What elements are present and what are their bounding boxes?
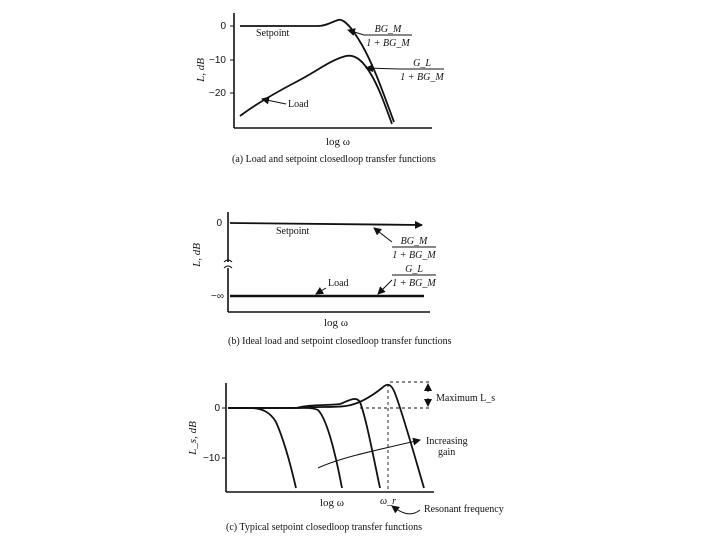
panel-a-load-tf-den: 1 + BG_M bbox=[400, 72, 444, 83]
panel-a-load-tf-num: G_L bbox=[413, 58, 431, 69]
panel-b-setpoint-line bbox=[230, 223, 422, 225]
panel-a-load-tf-arrow bbox=[366, 68, 400, 69]
panel-a-tick-minus10: −10 bbox=[209, 55, 226, 66]
panel-c-omega-r-label: ω_r bbox=[380, 496, 396, 507]
panel-a-load-curve bbox=[240, 56, 392, 124]
panel-b-tick-minus-inf: −∞ bbox=[211, 291, 224, 302]
panel-b-load-tf bbox=[392, 264, 436, 289]
panel-a-tick-0: 0 bbox=[220, 21, 226, 32]
panel-b-y-label: L, dB bbox=[191, 243, 203, 267]
panel-a-y-label: L, dB bbox=[195, 58, 207, 82]
panel-a-setpoint-tf-den: 1 + BG_M bbox=[366, 38, 410, 49]
panel-c-tick-minus10: −10 bbox=[203, 453, 220, 464]
panel-c-increasing-label: Increasing bbox=[426, 436, 468, 447]
panel-b-x-label: log ω bbox=[323, 317, 349, 329]
panel-b-load-tf-num: G_L bbox=[405, 264, 423, 275]
panel-a-tick-minus20: −20 bbox=[209, 88, 226, 99]
panel-c-curve-1 bbox=[228, 408, 296, 488]
panel-b-setpoint-tf-den: 1 + BG_M bbox=[392, 250, 436, 261]
panel-b-setpoint-tf bbox=[392, 236, 436, 261]
panel-b-setpoint-label: Setpoint bbox=[276, 226, 310, 237]
panel-a-setpoint-tf bbox=[364, 24, 412, 49]
panel-b-tick-0: 0 bbox=[216, 218, 222, 229]
panel-c-y-label: L_s, dB bbox=[187, 421, 199, 455]
panel-c-gain-label: gain bbox=[438, 447, 456, 458]
panel-b-setpoint-tf-num: BG_M bbox=[400, 236, 428, 247]
panel-a bbox=[195, 13, 444, 165]
panel-c-tick-0: 0 bbox=[214, 403, 220, 414]
panel-a-setpoint-label: Setpoint bbox=[256, 28, 290, 39]
panel-a-load-tf bbox=[400, 58, 444, 83]
panel-c-max-label: Maximum L_s bbox=[436, 393, 496, 404]
panel-a-caption: (a) Load and setpoint closedloop transfer functions bbox=[232, 154, 436, 165]
panel-a-x-label: log ω bbox=[325, 136, 351, 148]
panel-c-resonant-arrow bbox=[392, 506, 420, 514]
panel-c-resonant-label: Resonant frequency bbox=[424, 504, 504, 515]
panel-c-curve-3 bbox=[228, 399, 380, 488]
panel-b-load-label: Load bbox=[328, 278, 349, 289]
panel-a-load-label: Load bbox=[288, 99, 309, 110]
panel-b-caption: (b) Ideal load and setpoint closedloop transfer functions bbox=[228, 336, 452, 347]
panel-c-caption: (c) Typical setpoint closedloop transfer functions bbox=[226, 522, 423, 533]
panel-b-setpoint-tf-arrow bbox=[374, 228, 392, 242]
panel-b-load-tf-arrow bbox=[378, 280, 392, 294]
panel-c-increasing-gain-arrow bbox=[318, 440, 420, 468]
panel-c-x-label: log ω bbox=[319, 497, 345, 509]
panel-a-setpoint-tf-num: BG_M bbox=[374, 24, 402, 35]
panel-c bbox=[187, 382, 504, 533]
panel-b-load-tf-den: 1 + BG_M bbox=[392, 278, 436, 289]
panel-b bbox=[191, 212, 452, 347]
panel-c-curve-4 bbox=[228, 385, 424, 488]
panel-a-load-arrow bbox=[262, 99, 286, 104]
panel-b-load-arrow bbox=[316, 288, 326, 294]
